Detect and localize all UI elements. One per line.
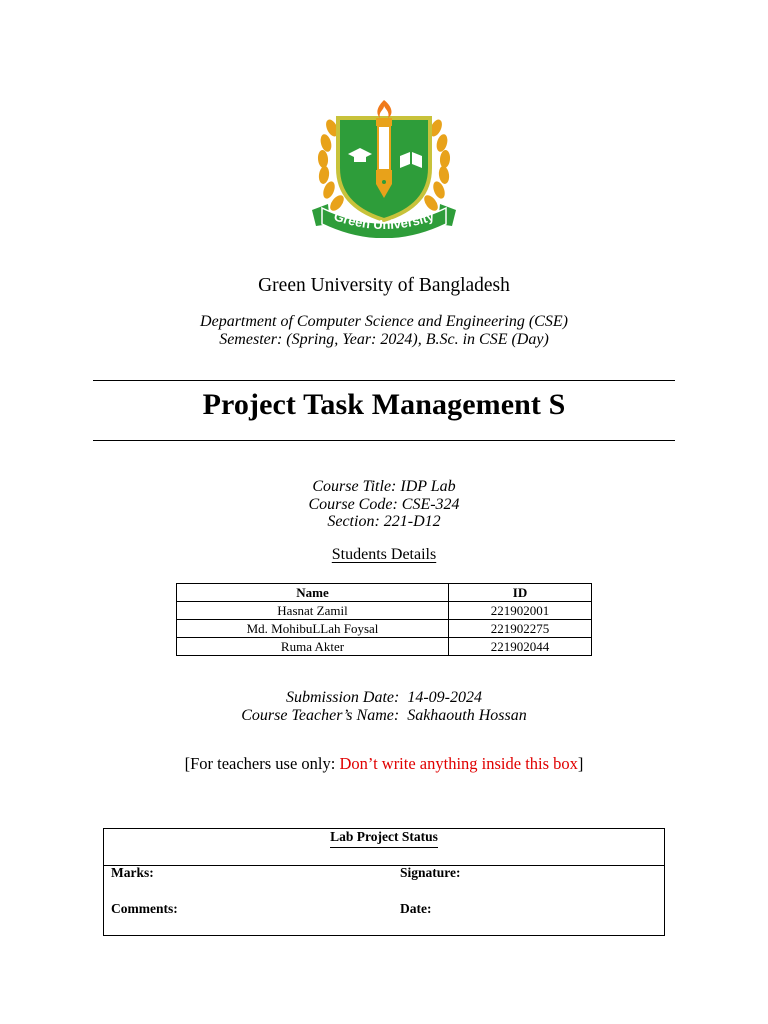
course-title: Course Title: IDP Lab xyxy=(312,478,456,495)
table-row xyxy=(177,620,592,638)
course-info xyxy=(0,478,768,531)
student-id: 221902001 xyxy=(449,602,592,620)
torch-pen-icon xyxy=(376,100,392,198)
logo-banner-text: Green University xyxy=(332,208,436,233)
student-name: Md. MohibuLLah Foysal xyxy=(177,620,449,638)
date-label: Date: xyxy=(400,901,432,916)
table-row xyxy=(177,602,592,620)
semester-info: Semester: (Spring, Year: 2024), B.Sc. in CSE (Day) xyxy=(219,331,549,348)
column-header-id: ID xyxy=(449,584,592,602)
university-name: Green University of Bangladesh xyxy=(258,275,510,296)
course-section: Section: 221-D12 xyxy=(327,513,441,530)
marks-label: Marks: xyxy=(111,865,154,880)
department-name: Department of Computer Science and Engineering (CSE) xyxy=(200,313,568,330)
signature-label: Signature: xyxy=(400,865,461,880)
submission-date-row xyxy=(0,689,768,707)
note-suffix: ] xyxy=(577,754,584,773)
note-warning: Don’t write anything inside this box xyxy=(339,754,578,773)
column-header-name: Name xyxy=(177,584,449,602)
student-name: Hasnat Zamil xyxy=(177,602,449,620)
status-box-title: Lab Project Status xyxy=(330,829,438,848)
submission-date-label: Submission Date: xyxy=(286,689,400,706)
students-table xyxy=(176,583,592,656)
teacher-name-value: Sakhaouth Hossan xyxy=(407,707,527,724)
status-box-header xyxy=(104,829,664,866)
student-name: Ruma Akter xyxy=(177,638,449,656)
student-id: 221902275 xyxy=(449,620,592,638)
teacher-name-row xyxy=(0,707,768,725)
lab-status-box xyxy=(103,828,665,936)
teacher-name-label: Course Teacher’s Name: xyxy=(241,707,400,724)
note-prefix: [For teachers use only: xyxy=(184,754,340,773)
table-row xyxy=(177,638,592,656)
top-divider xyxy=(93,380,675,381)
project-title: Project Task Management S xyxy=(202,388,566,421)
university-logo xyxy=(306,98,462,238)
comments-label: Comments: xyxy=(111,901,178,916)
course-code: Course Code: CSE-324 xyxy=(308,495,460,513)
submission-date-value: 14-09-2024 xyxy=(407,689,482,706)
department-block xyxy=(0,313,768,349)
student-id: 221902044 xyxy=(449,638,592,656)
bottom-divider xyxy=(93,440,675,441)
teacher-use-note xyxy=(0,754,768,774)
table-header-row xyxy=(177,584,592,602)
students-heading: Students Details xyxy=(331,546,437,563)
submission-info xyxy=(0,689,768,725)
